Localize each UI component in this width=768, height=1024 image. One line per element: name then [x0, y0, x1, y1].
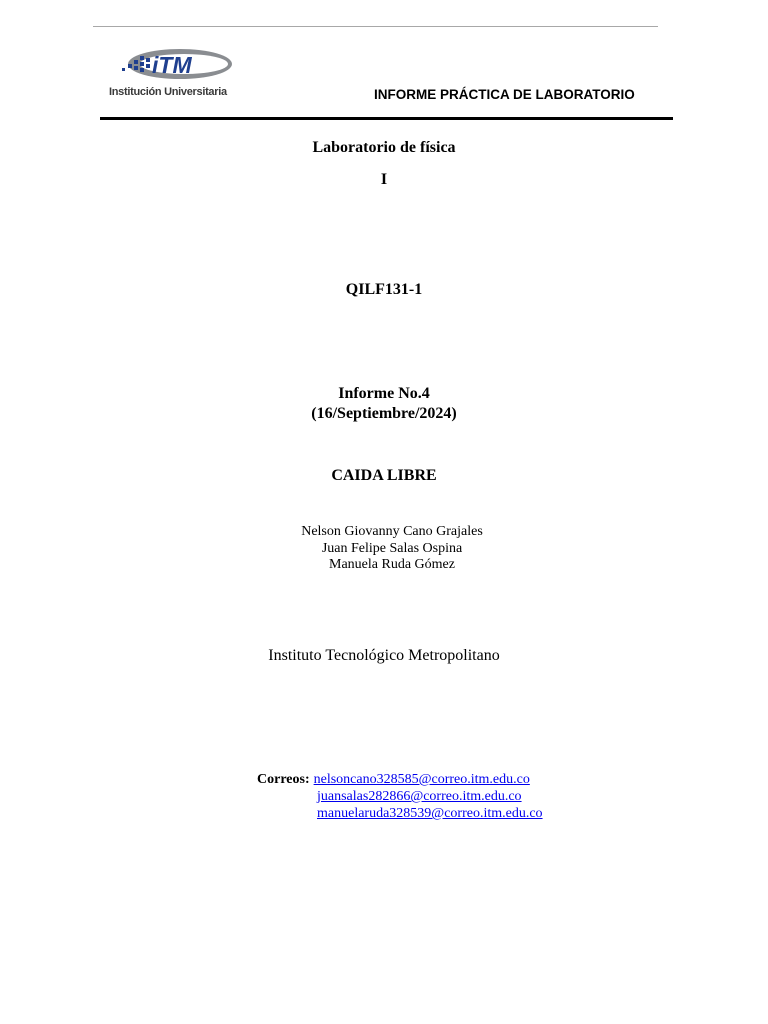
author-name: Manuela Ruda Gómez	[329, 557, 455, 572]
logo-caption: Institución Universitaria	[109, 86, 227, 98]
institution-name: Instituto Tecnológico Metropolitano	[268, 647, 500, 664]
course-level: I	[380, 171, 388, 188]
itm-logo-mark	[106, 44, 234, 84]
email-link[interactable]: manuelaruda328539@correo.itm.edu.co	[317, 806, 543, 821]
emails-label: Correos:	[257, 772, 310, 787]
report-title: CAIDA LIBRE	[331, 467, 437, 484]
svg-text:iTM: iTM	[152, 52, 192, 78]
report-kind-heading: INFORME PRÁCTICA DE LABORATORIO	[374, 87, 635, 102]
report-number: Informe No.4	[338, 385, 430, 402]
report-date: (16/Septiembre/2024)	[311, 405, 457, 422]
itm-logo	[106, 44, 234, 102]
course-code: QILF131-1	[345, 281, 423, 298]
header-rule	[100, 117, 673, 120]
email-link[interactable]: juansalas282866@correo.itm.edu.co	[317, 789, 522, 804]
contact-emails	[257, 771, 543, 822]
author-name: Nelson Giovanny Cano Grajales	[301, 524, 483, 539]
course-name: Laboratorio de física	[312, 139, 456, 156]
top-rule	[93, 26, 658, 27]
email-link[interactable]: nelsoncano328585@correo.itm.edu.co	[313, 772, 530, 787]
email-row	[257, 771, 543, 788]
email-row	[257, 788, 543, 805]
email-row	[257, 805, 543, 822]
author-name: Juan Felipe Salas Ospina	[321, 541, 463, 556]
